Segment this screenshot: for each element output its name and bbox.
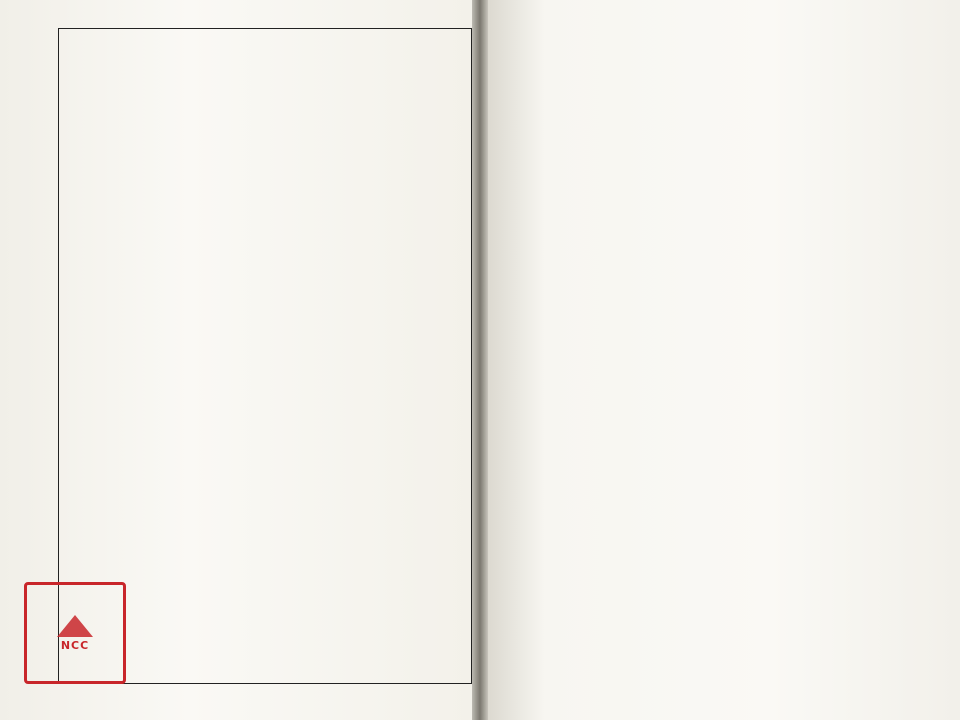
book-gutter	[472, 0, 488, 720]
right-text-block	[550, 26, 866, 696]
left-text-block	[84, 40, 460, 680]
stamp-latin-text: NCC	[60, 638, 90, 652]
right-page	[488, 0, 960, 720]
triangle-icon	[57, 615, 93, 637]
ncc-stamp-logo	[24, 582, 126, 684]
